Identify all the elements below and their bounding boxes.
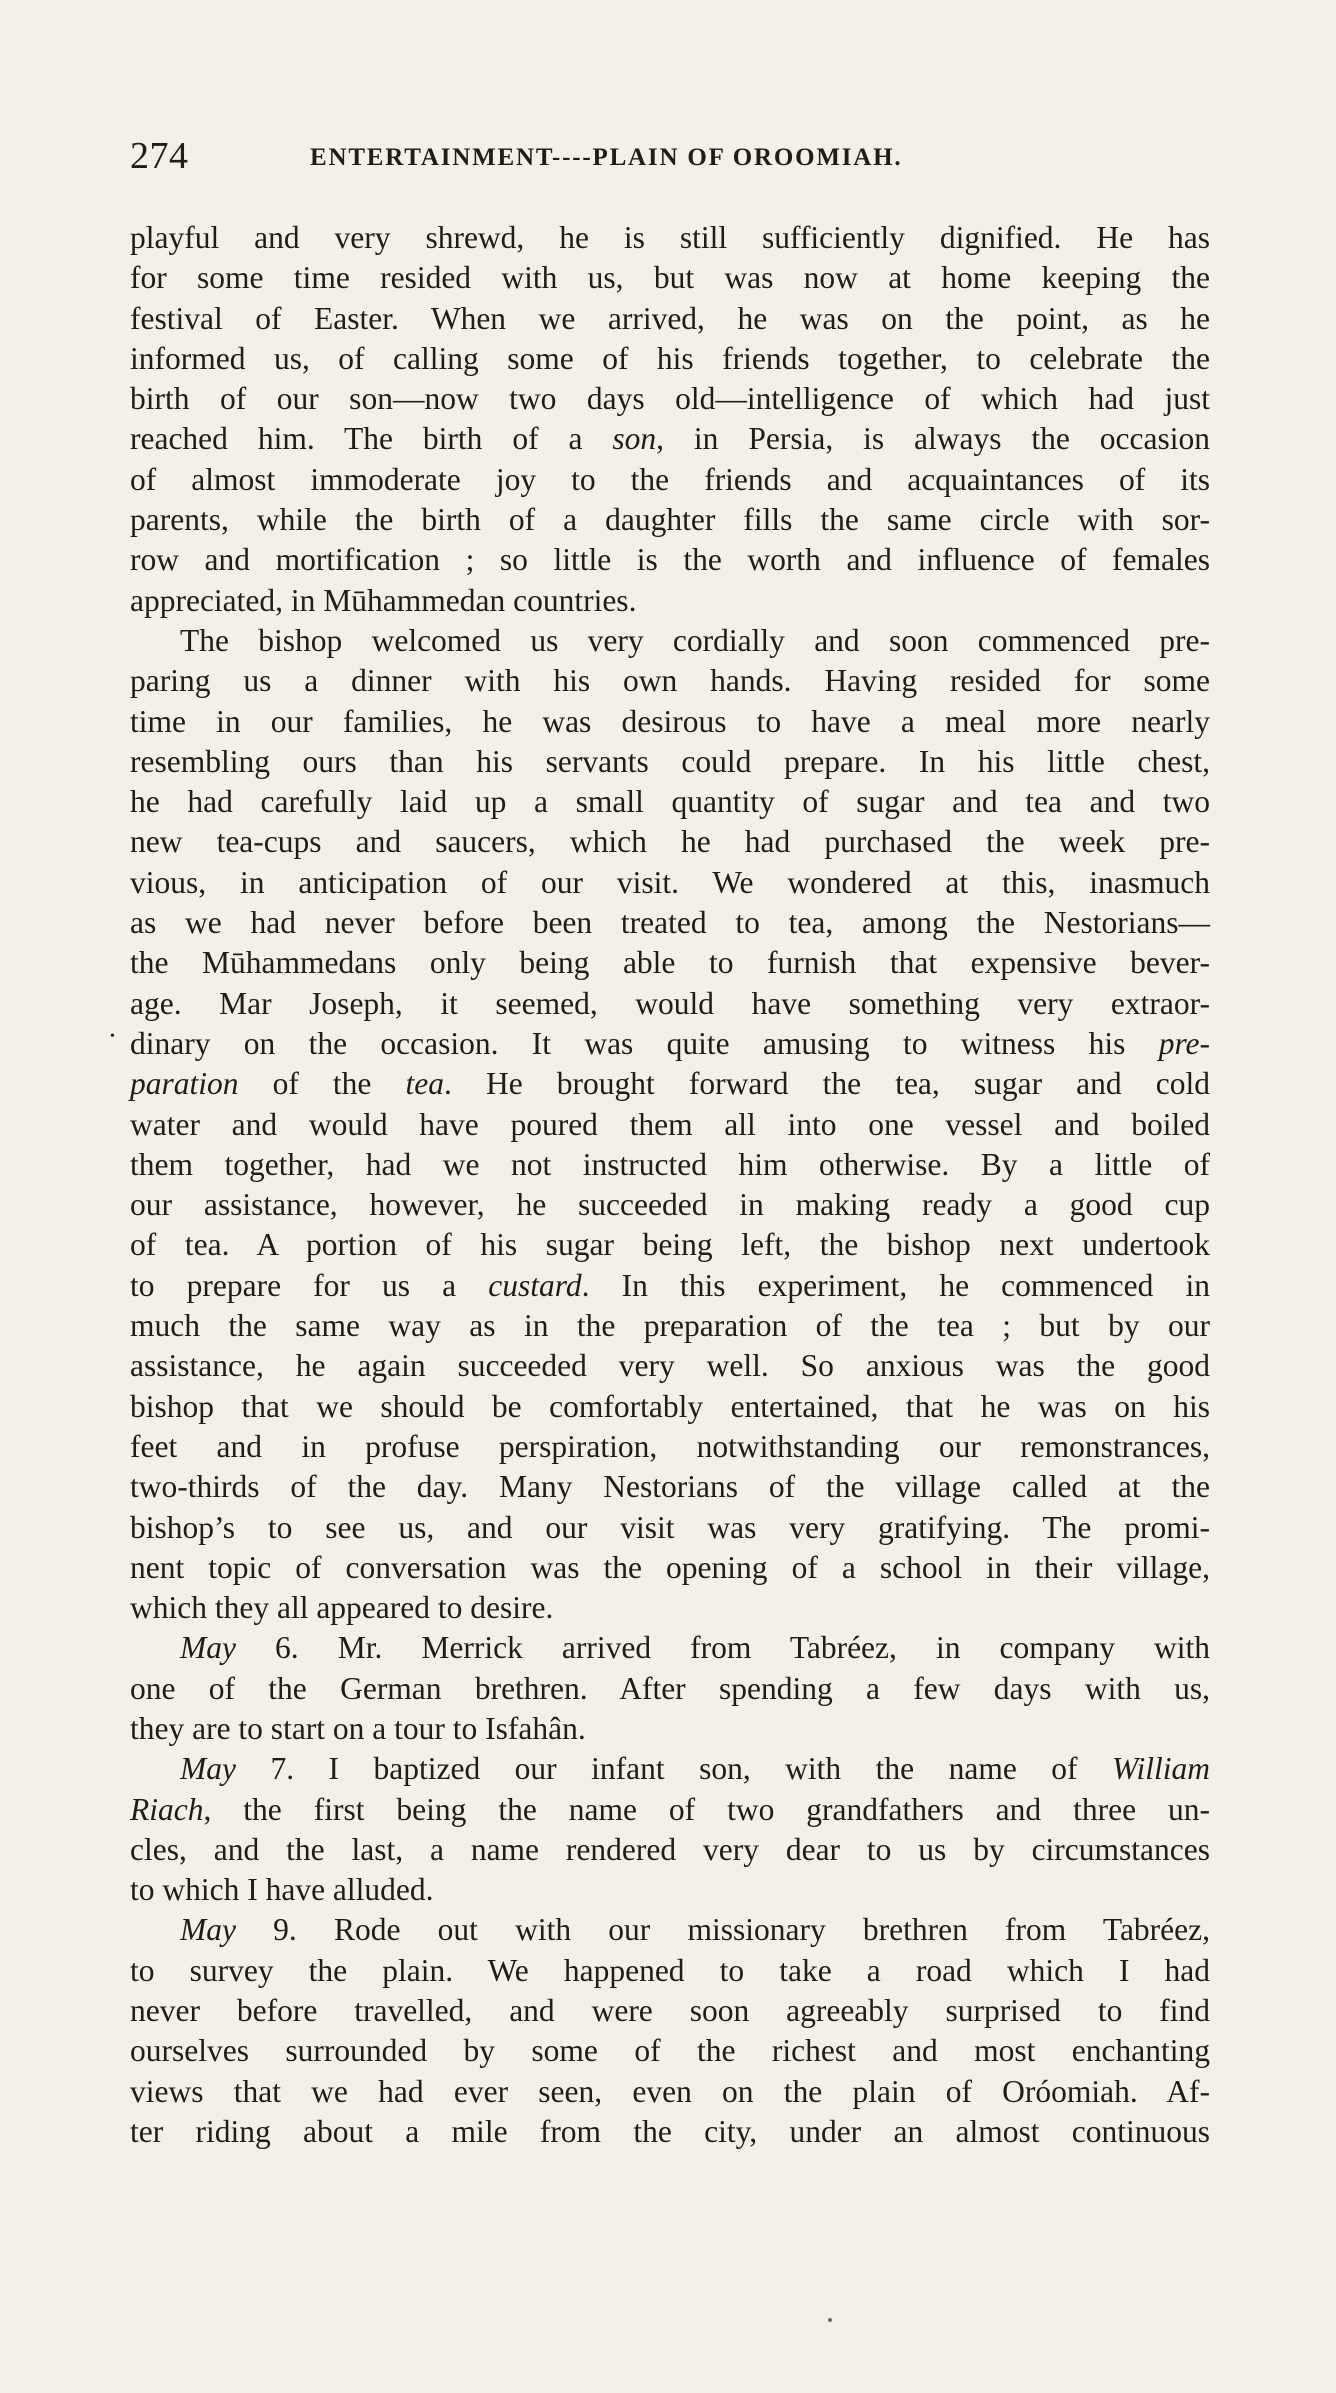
text-line: they are to start on a tour to Isfahân. — [130, 1710, 586, 1746]
text-line: water and would have poured them all into one vessel and boiled — [130, 1106, 1210, 1142]
text-line: of almost immoderate joy to the friends and acquaintances of its — [130, 461, 1210, 497]
text-line: dinary on the occasion. It was quite amusing to witness his pre- — [130, 1025, 1210, 1061]
text-line: playful and very shrewd, he is still sufficiently dignified. He has — [130, 220, 1210, 255]
text-line: ourselves surrounded by some of the richest and most enchanting — [130, 2033, 1210, 2069]
text-line: our assistance, however, he succeeded in making ready a good cup — [130, 1187, 1210, 1223]
text-line: assistance, he again succeeded very well. So anxious was the good — [130, 1348, 1210, 1384]
text-line: two-thirds of the day. Many Nestorians of the village called at the — [130, 1469, 1210, 1505]
text-line: one of the German brethren. After spending a few days with us, — [130, 1670, 1210, 1706]
text-line: feet and in profuse perspiration, notwithstanding our remonstrances, — [130, 1428, 1210, 1464]
text-line: views that we had ever seen, even on the plain of Oróomiah. Af- — [130, 2073, 1210, 2109]
text-line: new tea-cups and saucers, which he had purchased the week pre- — [130, 824, 1210, 860]
text-line: of tea. A portion of his sugar being left, the bishop next undertook — [130, 1227, 1210, 1263]
text-line: as we had never before been treated to tea, among the Nestorians— — [130, 905, 1210, 941]
text-line: May 9. Rode out with our missionary brethren from Tabréez, — [180, 1912, 1210, 1948]
text-line: for some time resided with us, but was now at home keeping the — [130, 260, 1210, 296]
text-line: age. Mar Joseph, it seemed, would have something very extraor- — [130, 985, 1210, 1021]
text-line: much the same way as in the preparation of the tea ; but by our — [130, 1308, 1210, 1344]
page-header — [130, 136, 1210, 186]
text-line: row and mortification ; so little is the worth and influence of females — [130, 542, 1210, 578]
text-line: the Mūhammedans only being able to furnish that expensive bever- — [130, 945, 1210, 981]
text-line: nent topic of conversation was the opening of a school in their village, — [130, 1549, 1210, 1585]
text-line: bishop that we should be comfortably entertained, that he was on his — [130, 1388, 1210, 1424]
text-line: time in our families, he was desirous to have a meal more nearly — [130, 703, 1210, 739]
text-line: paring us a dinner with his own hands. Having resided for some — [130, 663, 1210, 699]
text-line: festival of Easter. When we arrived, he was on the point, as he — [130, 300, 1210, 336]
running-head: ENTERTAINMENT----PLAIN OF OROOMIAH. — [310, 144, 903, 171]
text-line: parents, while the birth of a daughter fills the same circle with sor- — [130, 502, 1210, 538]
text-line: never before travelled, and were soon agreeably surprised to find — [130, 1993, 1210, 2029]
text-line: May 6. Mr. Merrick arrived from Tabréez, in company with — [180, 1630, 1210, 1666]
text-line: paration of the tea. He brought forward the tea, sugar and cold — [130, 1066, 1210, 1102]
text-line: May 7. I baptized our infant son, with the name of William — [180, 1751, 1210, 1787]
text-line: The bishop welcomed us very cordially and soon commenced pre- — [180, 622, 1210, 658]
text-line: which they all appeared to desire. — [130, 1590, 554, 1626]
text-line: to prepare for us a custard. In this experiment, he commenced in — [130, 1267, 1210, 1303]
text-line: ter riding about a mile from the city, under an almost continuous — [130, 2113, 1210, 2149]
margin-mark: • — [110, 1029, 115, 1044]
page-number: 274 — [130, 135, 189, 177]
text-line: bishop’s to see us, and our visit was very gratifying. The promi- — [130, 1509, 1210, 1545]
text-line: he had carefully laid up a small quantity of sugar and tea and two — [130, 784, 1210, 820]
text-line: cles, and the last, a name rendered very dear to us by circumstances — [130, 1831, 1210, 1867]
text-line: birth of our son—now two days old—intelligence of which had just — [130, 381, 1210, 417]
text-line: appreciated, in Mūhammedan countries. — [130, 582, 637, 618]
text-line: them together, had we not instructed him otherwise. By a little of — [130, 1146, 1210, 1182]
text-line: Riach, the first being the name of two grandfathers and three un- — [130, 1791, 1210, 1827]
text-line: informed us, of calling some of his friends together, to celebrate the — [130, 340, 1210, 376]
text-line: to which I have alluded. — [130, 1872, 434, 1908]
text-line: to survey the plain. We happened to take a road which I had — [130, 1952, 1210, 1988]
ink-speck — [828, 2318, 832, 2322]
text-line: reached him. The birth of a son, in Persia, is always the occasion — [130, 421, 1210, 457]
text-line: resembling ours than his servants could prepare. In his little chest, — [130, 743, 1210, 779]
body-text — [130, 218, 1210, 2152]
text-line: vious, in anticipation of our visit. We wondered at this, inasmuch — [130, 864, 1210, 900]
